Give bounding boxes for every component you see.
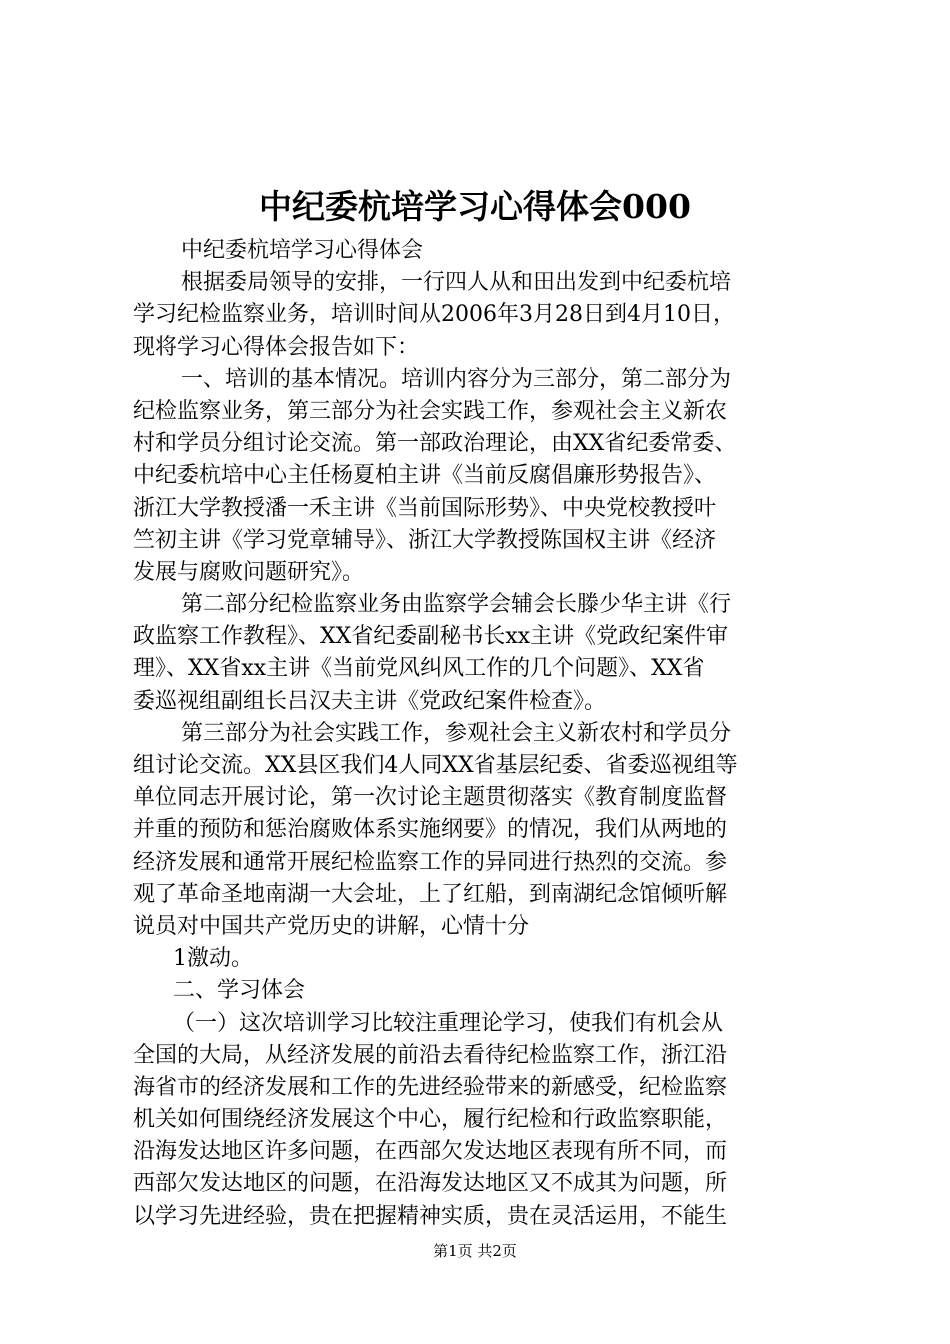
document-title: 中纪委杭培学习心得体会000	[259, 187, 691, 226]
body-line: 村和学员分组讨论交流。第一部政治理论，由XX省纪委常委、	[133, 431, 737, 457]
body-line: 现将学习心得体会报告如下：	[133, 334, 420, 360]
body-line: 西部欠发达地区的问题，在沿海发达地区又不成其为问题，所	[133, 1171, 728, 1197]
body-line-heading: 二、学习体会	[173, 978, 306, 1004]
body-line-subtitle: 中纪委杭培学习心得体会	[181, 238, 424, 263]
body-line: 一、培训的基本情况。培训内容分为三部分，第二部分为	[181, 366, 732, 392]
body-line: 海省市的经济发展和工作的先进经验带来的新感受，纪检监察	[133, 1074, 728, 1100]
body-line: 根据委局领导的安排，一行四人从和田出发到中纪委杭培	[181, 270, 732, 296]
document-body	[133, 235, 823, 1233]
body-line: 组讨论交流。XX县区我们4人同XX省基层纪委、省委巡视组等	[133, 753, 738, 778]
body-line: 学习纪检监察业务，培训时间从2006年3月28日到4月10日，	[133, 302, 735, 328]
page-number-footer: 第1页 共2页	[433, 1242, 517, 1260]
body-line: 经济发展和通常开展纪检监察工作的异同进行热烈的交流。参	[133, 849, 728, 875]
body-line: 第三部分为社会实践工作，参观社会主义新农村和学员分	[181, 720, 732, 746]
body-line: 第二部分纪检监察业务由监察学会辅会长滕少华主讲《行	[181, 592, 732, 618]
body-line: 机关如何围绕经济发展这个中心，履行纪检和行政监察职能，	[133, 1107, 728, 1133]
body-line: （一）这次培训学习比较注重理论学习，使我们有机会从	[173, 1010, 724, 1036]
body-line: 1激动。	[173, 946, 253, 972]
body-line: 沿海发达地区许多问题，在西部欠发达地区表现有所不同，而	[133, 1139, 728, 1165]
body-line: 全国的大局，从经济发展的前沿去看待纪检监察工作，浙江沿	[133, 1042, 728, 1068]
body-line: 竺初主讲《学习党章辅导》、浙江大学教授陈国权主讲《经济	[133, 527, 717, 553]
body-line: 政监察工作教程》、XX省纪委副秘书长xx主讲《党政纪案件审	[133, 624, 729, 650]
body-line: 说员对中国共产党历史的讲解，心情十分	[133, 913, 530, 939]
body-line: 单位同志开展讨论，第一次讨论主题贯彻落实《教育制度监督	[133, 785, 728, 811]
body-line: 理》、XX省xx主讲《当前党风纠风工作的几个问题》、XX省	[133, 656, 705, 682]
body-line: 以学习先进经验，贵在把握精神实质，贵在灵活运用，不能生	[133, 1203, 728, 1229]
body-line: 浙江大学教授潘一禾主讲《当前国际形势》、中央党校教授叶	[133, 495, 717, 521]
body-line: 中纪委杭培中心主任杨夏柏主讲《当前反腐倡廉形势报告》、	[133, 463, 717, 489]
body-line: 观了革命圣地南湖一大会址，上了红船，到南湖纪念馆倾听解	[133, 881, 728, 907]
body-line: 发展与腐败问题研究》。	[133, 559, 365, 585]
body-line: 纪检监察业务，第三部分为社会实践工作，参观社会主义新农	[133, 398, 728, 424]
body-line: 委巡视组副组长吕汉夫主讲《党政纪案件检查》。	[133, 688, 607, 714]
body-line: 并重的预防和惩治腐败体系实施纲要》的情况，我们从两地的	[133, 817, 728, 843]
